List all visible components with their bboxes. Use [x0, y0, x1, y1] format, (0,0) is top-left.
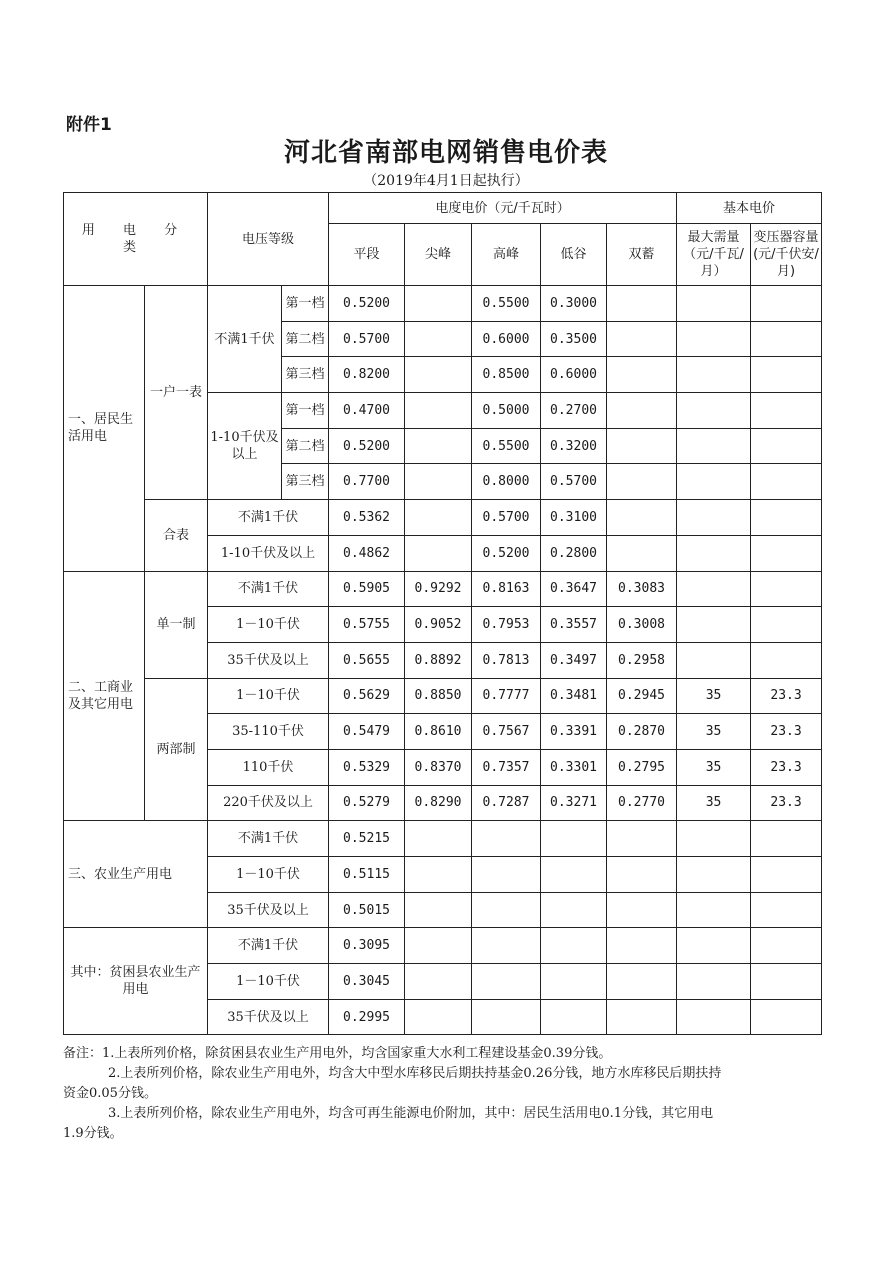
- sharp-cell: 0.8892: [405, 642, 472, 678]
- demand-cell: 35: [677, 749, 751, 785]
- valley-cell: 0.2700: [541, 393, 607, 429]
- sharp-cell: 0.8370: [405, 749, 472, 785]
- voltage-cell: 不满1千伏: [208, 571, 329, 607]
- tariff-table: [63, 192, 822, 1035]
- flat-cell: 0.5479: [329, 714, 405, 750]
- valley-cell: 0.3391: [541, 714, 607, 750]
- header-category: 用 电 分 类: [64, 193, 208, 286]
- capacity-cell: [751, 535, 822, 571]
- sharp-cell: 0.8610: [405, 714, 472, 750]
- storage-cell: 0.3008: [607, 607, 677, 643]
- empty-cell: [751, 892, 822, 928]
- demand-cell: [677, 464, 751, 500]
- flat-cell: 0.5015: [329, 892, 405, 928]
- storage-cell: [607, 321, 677, 357]
- flat-cell: 0.5279: [329, 785, 405, 821]
- flat-cell: 0.2995: [329, 999, 405, 1035]
- peak-cell: 0.7287: [472, 785, 541, 821]
- peak-cell: 0.5500: [472, 286, 541, 322]
- empty-cell: [607, 928, 677, 964]
- sharp-cell: [405, 286, 472, 322]
- flat-cell: 0.5755: [329, 607, 405, 643]
- demand-cell: [677, 642, 751, 678]
- category-agriculture: 三、农业生产用电: [64, 821, 208, 928]
- peak-cell: 0.8500: [472, 357, 541, 393]
- table-row: [64, 928, 822, 964]
- effective-date: （2019年4月1日起执行）: [363, 173, 529, 189]
- empty-cell: [405, 999, 472, 1035]
- empty-cell: [472, 821, 541, 857]
- peak-cell: 0.7777: [472, 678, 541, 714]
- empty-cell: [677, 892, 751, 928]
- valley-cell: 0.3301: [541, 749, 607, 785]
- subcategory-single-meter: 一户一表: [145, 286, 208, 500]
- category-residential: 一、居民生活用电: [64, 286, 145, 572]
- table-row: [64, 571, 822, 607]
- empty-cell: [607, 892, 677, 928]
- empty-cell: [751, 999, 822, 1035]
- empty-cell: [677, 999, 751, 1035]
- voltage-cell: 不满1千伏: [208, 286, 282, 393]
- storage-cell: 0.3083: [607, 571, 677, 607]
- note-3-cont: 1.9分钱。: [63, 1126, 123, 1141]
- header-transformer-capacity: 变压器容量(元/千伏安/月): [751, 224, 822, 286]
- note-2-cont: 资金0.05分钱。: [63, 1086, 157, 1101]
- storage-cell: [607, 357, 677, 393]
- voltage-cell: 1-10千伏及以上: [208, 393, 282, 500]
- capacity-cell: 23.3: [751, 785, 822, 821]
- valley-cell: 0.3497: [541, 642, 607, 678]
- demand-cell: [677, 393, 751, 429]
- flat-cell: 0.5700: [329, 321, 405, 357]
- flat-cell: 0.5200: [329, 286, 405, 322]
- header-flat: 平段: [329, 224, 405, 286]
- tier-cell: 第三档: [282, 464, 329, 500]
- capacity-cell: [751, 571, 822, 607]
- capacity-cell: 23.3: [751, 714, 822, 750]
- flat-cell: 0.3045: [329, 964, 405, 1000]
- storage-cell: 0.2945: [607, 678, 677, 714]
- storage-cell: [607, 535, 677, 571]
- voltage-cell: 35千伏及以上: [208, 642, 329, 678]
- voltage-cell: 1－10千伏: [208, 964, 329, 1000]
- note-1: 备注：1.上表所列价格，除贫困县农业生产用电外，均含国家重大水利工程建设基金0.39分钱。: [63, 1046, 612, 1061]
- empty-cell: [472, 964, 541, 1000]
- flat-cell: 0.5200: [329, 428, 405, 464]
- flat-cell: 0.5629: [329, 678, 405, 714]
- empty-cell: [541, 892, 607, 928]
- capacity-cell: [751, 357, 822, 393]
- peak-cell: 0.5700: [472, 500, 541, 536]
- empty-cell: [677, 928, 751, 964]
- voltage-cell: 1－10千伏: [208, 857, 329, 893]
- table-row: [64, 821, 822, 857]
- flat-cell: 0.5905: [329, 571, 405, 607]
- peak-cell: 0.7357: [472, 749, 541, 785]
- notes: [63, 1044, 823, 1144]
- flat-cell: 0.5215: [329, 821, 405, 857]
- empty-cell: [541, 928, 607, 964]
- demand-cell: [677, 500, 751, 536]
- table-row: [64, 500, 822, 536]
- valley-cell: 0.3271: [541, 785, 607, 821]
- voltage-cell: 1-10千伏及以上: [208, 535, 329, 571]
- peak-cell: 0.7567: [472, 714, 541, 750]
- header-storage: 双蓄: [607, 224, 677, 286]
- empty-cell: [472, 857, 541, 893]
- sharp-cell: [405, 428, 472, 464]
- empty-cell: [751, 821, 822, 857]
- peak-cell: 0.7953: [472, 607, 541, 643]
- empty-cell: [405, 964, 472, 1000]
- flat-cell: 0.7700: [329, 464, 405, 500]
- sharp-cell: [405, 357, 472, 393]
- peak-cell: 0.7813: [472, 642, 541, 678]
- voltage-cell: 1－10千伏: [208, 607, 329, 643]
- capacity-cell: [751, 464, 822, 500]
- storage-cell: [607, 393, 677, 429]
- header-peak: 高峰: [472, 224, 541, 286]
- valley-cell: 0.3557: [541, 607, 607, 643]
- flat-cell: 0.8200: [329, 357, 405, 393]
- empty-cell: [751, 857, 822, 893]
- flat-cell: 0.5329: [329, 749, 405, 785]
- subcategory-combined-meter: 合表: [145, 500, 208, 571]
- demand-cell: 35: [677, 785, 751, 821]
- sharp-cell: 0.8290: [405, 785, 472, 821]
- capacity-cell: [751, 642, 822, 678]
- storage-cell: 0.2870: [607, 714, 677, 750]
- valley-cell: 0.5700: [541, 464, 607, 500]
- header-valley: 低谷: [541, 224, 607, 286]
- peak-cell: 0.6000: [472, 321, 541, 357]
- empty-cell: [405, 857, 472, 893]
- demand-cell: [677, 535, 751, 571]
- note-2: 2.上表所列价格，除农业生产用电外，均含大中型水库移民后期扶持基金0.26分钱，地方水库移民后期扶持: [108, 1066, 722, 1081]
- empty-cell: [541, 821, 607, 857]
- peak-cell: 0.5000: [472, 393, 541, 429]
- voltage-cell: 不满1千伏: [208, 500, 329, 536]
- sharp-cell: [405, 464, 472, 500]
- empty-cell: [751, 928, 822, 964]
- voltage-cell: 35-110千伏: [208, 714, 329, 750]
- empty-cell: [541, 964, 607, 1000]
- valley-cell: 0.3647: [541, 571, 607, 607]
- subcategory-single-part: 单一制: [145, 571, 208, 678]
- flat-cell: 0.5115: [329, 857, 405, 893]
- voltage-cell: 1－10千伏: [208, 678, 329, 714]
- valley-cell: 0.3200: [541, 428, 607, 464]
- empty-cell: [677, 857, 751, 893]
- valley-cell: 0.2800: [541, 535, 607, 571]
- storage-cell: 0.2958: [607, 642, 677, 678]
- storage-cell: 0.2770: [607, 785, 677, 821]
- empty-cell: [472, 892, 541, 928]
- demand-cell: [677, 607, 751, 643]
- valley-cell: 0.3100: [541, 500, 607, 536]
- empty-cell: [751, 964, 822, 1000]
- valley-cell: 0.3500: [541, 321, 607, 357]
- header-max-demand: 最大需量（元/千瓦/月）: [677, 224, 751, 286]
- header-sharp-peak: 尖峰: [405, 224, 472, 286]
- empty-cell: [472, 999, 541, 1035]
- storage-cell: [607, 428, 677, 464]
- sharp-cell: [405, 393, 472, 429]
- voltage-cell: 不满1千伏: [208, 928, 329, 964]
- attachment-label: 附件1: [66, 115, 112, 135]
- capacity-cell: [751, 286, 822, 322]
- voltage-cell: 220千伏及以上: [208, 785, 329, 821]
- page-title: 河北省南部电网销售电价表: [283, 138, 608, 168]
- capacity-cell: [751, 321, 822, 357]
- empty-cell: [541, 999, 607, 1035]
- flat-cell: 0.4700: [329, 393, 405, 429]
- voltage-cell: 35千伏及以上: [208, 999, 329, 1035]
- header-energy-price: 电度电价（元/千瓦时）: [329, 193, 677, 224]
- tier-cell: 第三档: [282, 357, 329, 393]
- header-row-1: [64, 193, 822, 224]
- empty-cell: [607, 857, 677, 893]
- flat-cell: 0.4862: [329, 535, 405, 571]
- peak-cell: 0.8000: [472, 464, 541, 500]
- empty-cell: [405, 821, 472, 857]
- category-poor-county: 其中：贫困县农业生产用电: [64, 928, 208, 1035]
- tier-cell: 第二档: [282, 428, 329, 464]
- demand-cell: [677, 321, 751, 357]
- empty-cell: [677, 821, 751, 857]
- table-row: [64, 678, 822, 714]
- voltage-cell: 110千伏: [208, 749, 329, 785]
- empty-cell: [607, 821, 677, 857]
- subcategory-two-part: 两部制: [145, 678, 208, 821]
- capacity-cell: 23.3: [751, 678, 822, 714]
- flat-cell: 0.5655: [329, 642, 405, 678]
- empty-cell: [405, 928, 472, 964]
- peak-cell: 0.5200: [472, 535, 541, 571]
- voltage-cell: 不满1千伏: [208, 821, 329, 857]
- empty-cell: [607, 964, 677, 1000]
- demand-cell: [677, 571, 751, 607]
- peak-cell: 0.5500: [472, 428, 541, 464]
- demand-cell: 35: [677, 678, 751, 714]
- storage-cell: [607, 286, 677, 322]
- demand-cell: [677, 286, 751, 322]
- header-basic-price: 基本电价: [677, 193, 822, 224]
- demand-cell: [677, 357, 751, 393]
- capacity-cell: [751, 607, 822, 643]
- sharp-cell: [405, 535, 472, 571]
- capacity-cell: [751, 428, 822, 464]
- peak-cell: 0.8163: [472, 571, 541, 607]
- capacity-cell: [751, 500, 822, 536]
- storage-cell: [607, 464, 677, 500]
- tier-cell: 第二档: [282, 321, 329, 357]
- tier-cell: 第一档: [282, 393, 329, 429]
- empty-cell: [541, 857, 607, 893]
- empty-cell: [677, 964, 751, 1000]
- valley-cell: 0.3000: [541, 286, 607, 322]
- header-voltage: 电压等级: [208, 193, 329, 286]
- demand-cell: [677, 428, 751, 464]
- category-commercial: 二、工商业及其它用电: [64, 571, 145, 821]
- valley-cell: 0.3481: [541, 678, 607, 714]
- storage-cell: [607, 500, 677, 536]
- capacity-cell: [751, 393, 822, 429]
- tier-cell: 第一档: [282, 286, 329, 322]
- empty-cell: [607, 999, 677, 1035]
- empty-cell: [472, 928, 541, 964]
- sharp-cell: 0.8850: [405, 678, 472, 714]
- storage-cell: 0.2795: [607, 749, 677, 785]
- sharp-cell: 0.9052: [405, 607, 472, 643]
- sharp-cell: [405, 321, 472, 357]
- note-3: 3.上表所列价格，除农业生产用电外，均含可再生能源电价附加，其中：居民生活用电0.1分钱，其它用电: [108, 1106, 714, 1121]
- voltage-cell: 35千伏及以上: [208, 892, 329, 928]
- table-row: [64, 286, 822, 322]
- sharp-cell: 0.9292: [405, 571, 472, 607]
- capacity-cell: 23.3: [751, 749, 822, 785]
- flat-cell: 0.3095: [329, 928, 405, 964]
- empty-cell: [405, 892, 472, 928]
- sharp-cell: [405, 500, 472, 536]
- demand-cell: 35: [677, 714, 751, 750]
- valley-cell: 0.6000: [541, 357, 607, 393]
- flat-cell: 0.5362: [329, 500, 405, 536]
